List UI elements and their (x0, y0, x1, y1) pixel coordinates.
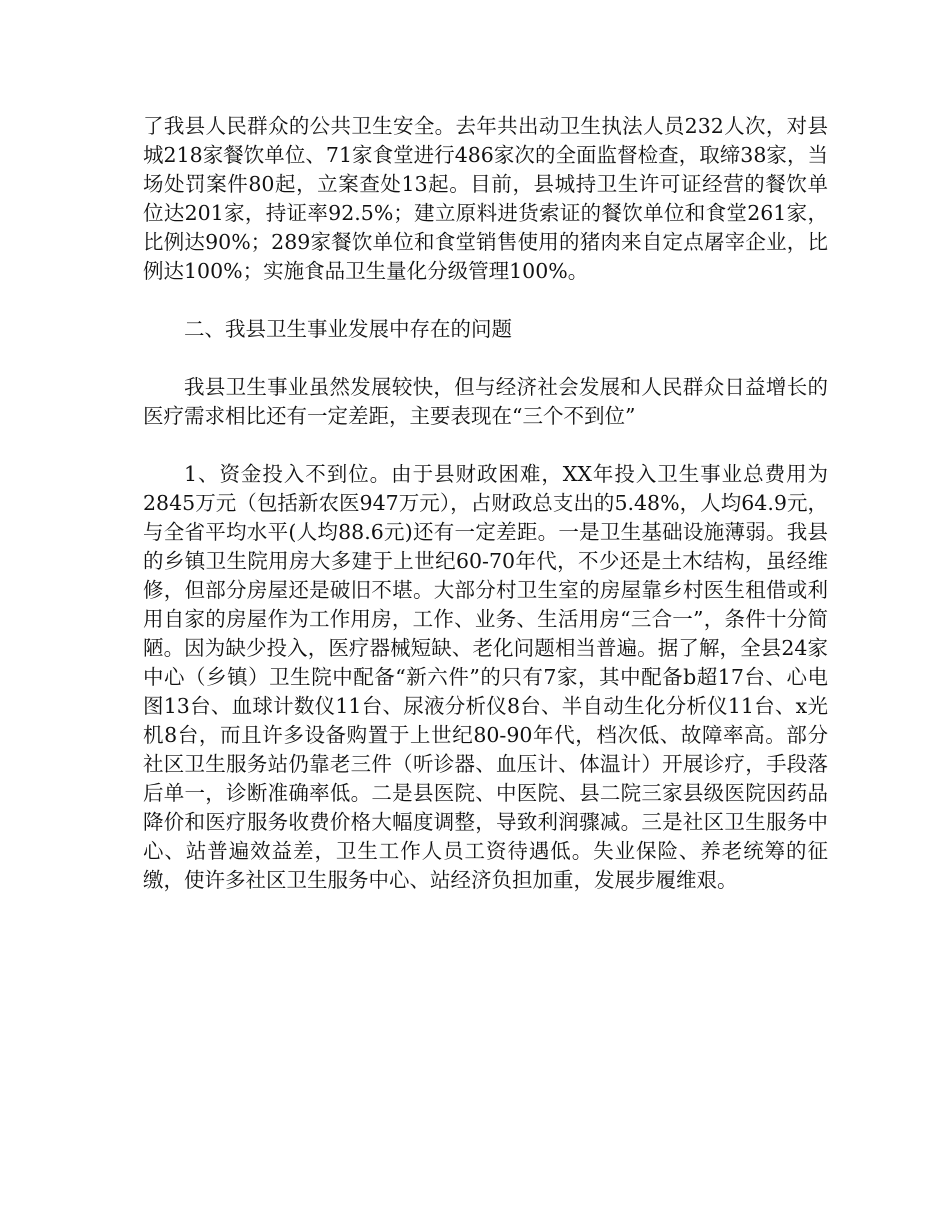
paragraph-gap-summary: 我县卫生事业虽然发展较快，但与经济社会发展和人民群众日益增长的医疗需求相比还有一定差距，主要表现在“三个不到位” (143, 375, 828, 428)
paragraph-public-health-stats: 了我县人民群众的公共卫生安全。去年共出动卫生执法人员232人次，对县城218家餐饮单位、71家食堂进行486家次的全面监督检查，取缔38家，当场处罚案件80起，立案查处13起。目前，县城持卫生许可证经营的餐饮单位达201家，持证率92.5%；建立原料进货索证的餐饮单位和食堂261家，比例达90%；289家餐饮单位和食堂销售使用的猪肉来自定点屠宰企业，比例达100%；实施食品卫生量化分级管理100%。 (143, 114, 828, 283)
paragraph-gap (143, 344, 828, 373)
document-body (143, 112, 828, 895)
paragraph-gap (143, 431, 828, 460)
paragraph-gap (143, 286, 828, 315)
paragraph-funding-shortfall: 1、资金投入不到位。由于县财政困难，XX年投入卫生事业总费用为2845万元（包括新农医947万元），占财政总支出的5.48%，人均64.9元，与全省平均水平(人均88.6元)还有一定差距。一是卫生基础设施薄弱。我县的乡镇卫生院用房大多建于上世纪60-70年代，不少还是土木结构，虽经维修，但部分房屋还是破旧不堪。大部分村卫生室的房屋靠乡村医生租借或利用自家的房屋作为工作用房，工作、业务、生活用房“三合一”，条件十分简陋。因为缺少投入，医疗器械短缺、老化问题相当普遍。据了解，全县24家中心（乡镇）卫生院中配备“新六件”的只有7家，其中配备b超17台、心电图13台、血球计数仪11台、尿液分析仪8台、半自动生化分析仪11台、x光机8台，而且许多设备购置于上世纪80-90年代，档次低、故障率高。部分社区卫生服务站仍靠老三件（听诊器、血压计、体温计）开展诊疗，手段落后单一，诊断准确率低。二是县医院、中医院、县二院三家县级医院因药品降价和医疗服务收费价格大幅度调整，导致利润骤减。三是社区卫生服务中心、站普遍效益差，卫生工作人员工资待遇低。失业保险、养老统筹的征缴，使许多社区卫生服务中心、站经济负担加重，发展步履维艰。 (143, 462, 828, 892)
section-heading-problems: 二、我县卫生事业发展中存在的问题 (184, 317, 512, 341)
